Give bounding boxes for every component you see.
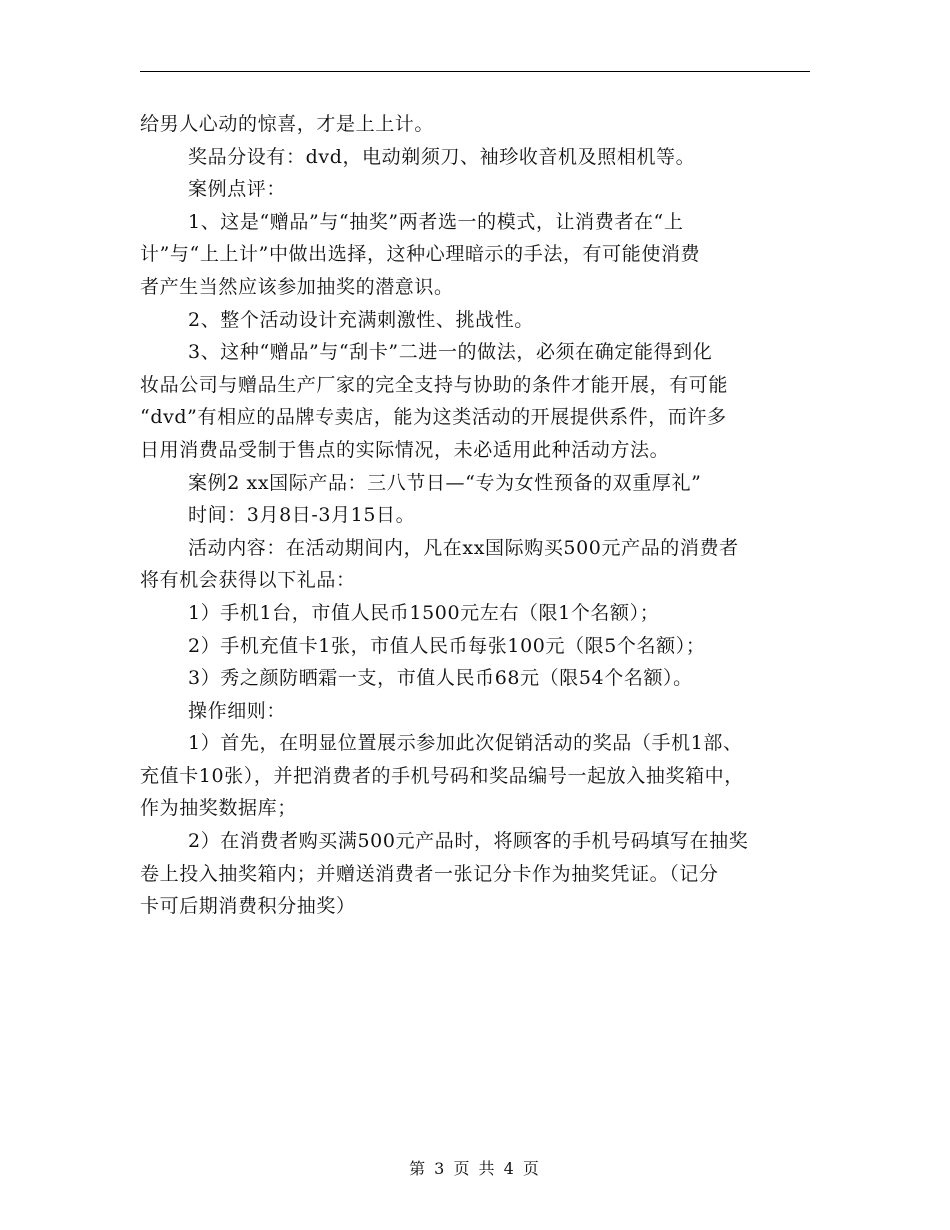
body-line: 奖品分设有：dvd，电动剃须刀、袖珍收音机及照相机等。 bbox=[188, 145, 696, 168]
body-line: 3）秀之颜防晒霜一支，市值人民币68元（限54个名额）。 bbox=[188, 667, 693, 690]
body-line: 1、这是“赠品”与“抽奖”两者选一的模式，让消费者在“上 bbox=[188, 210, 684, 233]
body-line: 操作细则： bbox=[188, 699, 287, 722]
header-rule bbox=[140, 71, 810, 72]
body-line: 计”与“上上计”中做出选择，这种心理暗示的手法，有可能使消费 bbox=[140, 243, 701, 266]
body-line: 2）在消费者购买满500元产品时，将顾客的手机号码填写在抽奖 bbox=[188, 830, 749, 853]
body-line: 活动内容：在活动期间内，凡在xx国际购买500元产品的消费者 bbox=[188, 536, 739, 559]
body-line: 卷上投入抽奖箱内；并赠送消费者一张记分卡作为抽奖凭证。（记分 bbox=[140, 862, 719, 885]
body-line: 者产生当然应该参加抽奖的潜意识。 bbox=[140, 275, 454, 298]
body-line: 时间：3月8日-3月15日。 bbox=[188, 504, 416, 527]
body-line: 2、整个活动设计充满刺激性、挑战性。 bbox=[188, 308, 534, 331]
body-line: 案例点评： bbox=[188, 178, 287, 201]
body-line: 1）首先，在明显位置展示参加此次促销活动的奖品（手机1部、 bbox=[188, 732, 743, 755]
body-line: 3、这种“赠品”与“刮卡”二进一的做法，必须在确定能得到化 bbox=[188, 341, 713, 364]
body-line: 案例2 xx国际产品：三八节日—“专为女性预备的双重厚礼” bbox=[188, 471, 702, 494]
body-line: 日用消费品受制于售点的实际情况，未必适用此种活动方法。 bbox=[140, 438, 670, 461]
body-line: 卡可后期消费积分抽奖） bbox=[140, 895, 356, 918]
body-line: 妆品公司与赠品生产厂家的完全支持与协助的条件才能开展，有可能 bbox=[140, 373, 729, 396]
body-line: “dvd”有相应的品牌专卖店，能为这类活动的开展提供系件，而许多 bbox=[140, 406, 727, 429]
document-body bbox=[140, 108, 810, 923]
body-line: 给男人心动的惊喜，才是上上计。 bbox=[140, 113, 435, 135]
page-number-footer: 第 3 页 共 4 页 bbox=[409, 1159, 541, 1178]
body-line: 充值卡10张），并把消费者的手机号码和奖品编号一起放入抽奖箱中， bbox=[140, 764, 744, 787]
body-line: 将有机会获得以下礼品： bbox=[140, 569, 356, 592]
body-line: 1）手机1台，市值人民币1500元左右（限1个名额）； bbox=[188, 601, 660, 624]
body-line: 作为抽奖数据库； bbox=[140, 797, 297, 820]
body-line: 2）手机充值卡1张，市值人民币每张100元（限5个名额）； bbox=[188, 634, 706, 657]
